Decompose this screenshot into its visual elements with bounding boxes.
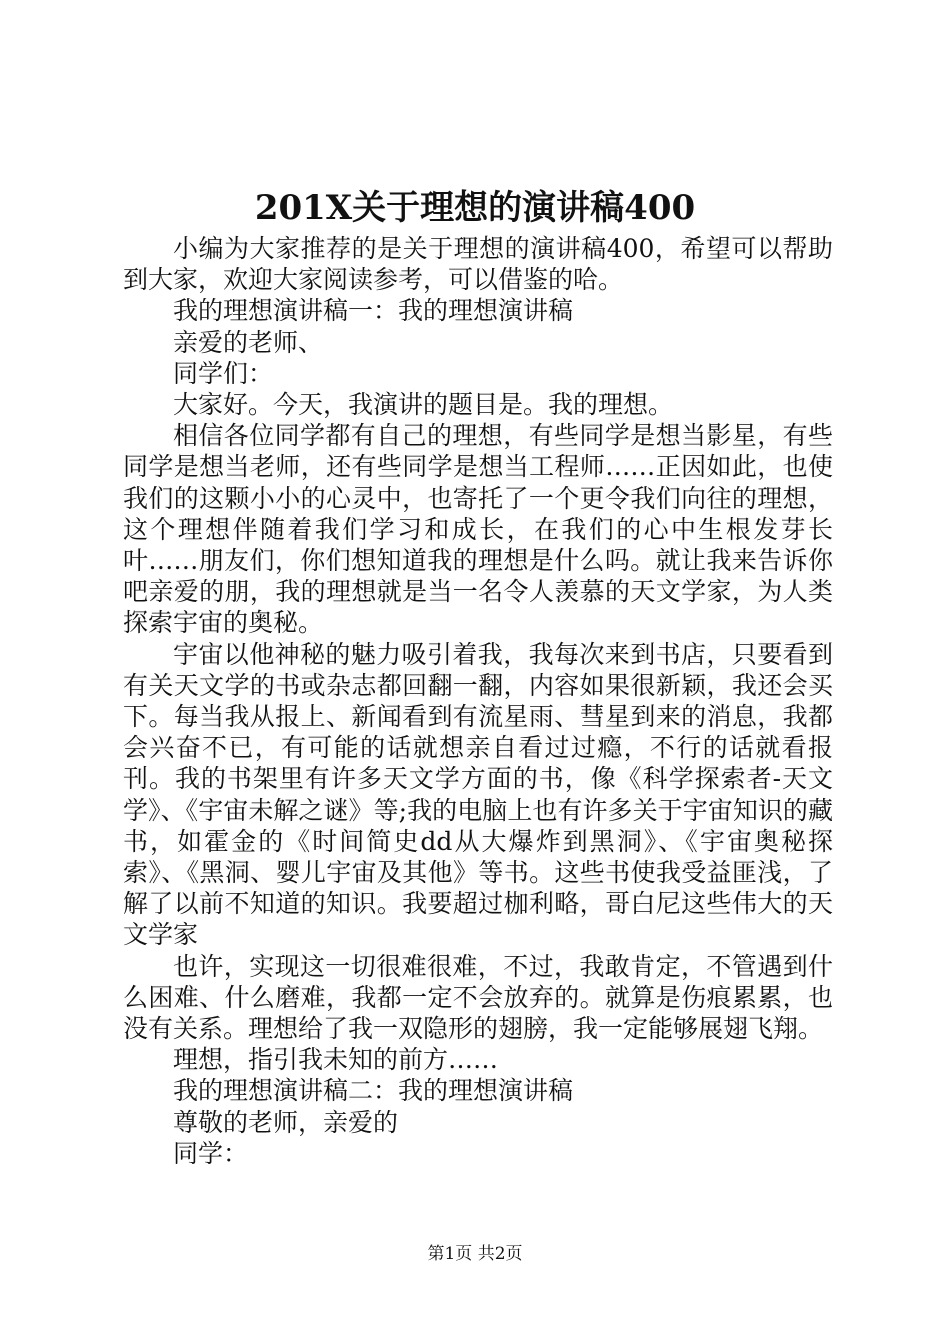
paragraph-closing: 理想，指引我未知的前方…… <box>173 1045 499 1075</box>
paragraph-salutation-teachers: 亲爱的老师、 <box>173 327 324 357</box>
paragraph-greeting: 大家好。今天，我演讲的题目是。我的理想。 <box>173 390 674 420</box>
paragraph-body-3: 也许，实现这一切很难很难，不过，我敢肯定，不管遇到什么困难、什么磨难，我都一定不会放弃的。就算是伤痕累累，也没有关系。理想给了我一双隐形的翅膀，我一定能够展翅飞翔。 <box>123 951 833 1044</box>
page-footer: 第1页 共2页 <box>427 1244 523 1264</box>
document-title: 201X关于理想的演讲稿400 <box>254 188 696 228</box>
paragraph-salutation-2: 尊敬的老师，亲爱的 <box>173 1107 399 1137</box>
paragraph-speech-two-heading: 我的理想演讲稿二：我的理想演讲稿 <box>173 1076 574 1106</box>
paragraph-body-1: 相信各位同学都有自己的理想，有些同学是想当影星，有些同学是想当老师，还有些同学是想当工程师……正因如此，也使我们的这颗小小的心灵中，也寄托了一个更令我们向往的理想，这个理想伴随着我们学习和成长，在我们的心中生根发芽长叶……朋友们，你们想知道我的理想是什么吗。就让我来告诉你吧亲爱的朋，我的理想就是当一名令人羡慕的天文学家，为人类探索宇宙的奥秘。 <box>123 421 833 638</box>
paragraph-speech-one-heading: 我的理想演讲稿一：我的理想演讲稿 <box>173 296 574 326</box>
paragraph-intro: 小编为大家推荐的是关于理想的演讲稿400，希望可以帮助到大家，欢迎大家阅读参考，可以借鉴的哈。 <box>123 234 833 295</box>
paragraph-salutation-classmates: 同学们： <box>173 358 274 388</box>
paragraph-salutation-3: 同学： <box>173 1138 249 1168</box>
document-body <box>123 233 833 1169</box>
paragraph-body-2: 宇宙以他神秘的魅力吸引着我，我每次来到书店，只要看到有关天文学的书或杂志都回翻一翻，内容如果很新颖，我还会买下。每当我从报上、新闻看到有流星雨、彗星到来的消息，我都会兴奋不已，有可能的话就想亲自看过过瘾，不行的话就看报刊。我的书架里有许多天文学方面的书，像《科学探索者-天文学》、《宇宙未解之谜》等;我的电脑上也有许多关于宇宙知识的藏书，如霍金的《时间简史dd从大爆炸到黑洞》、《宇宙奥秘探索》、《黑洞、婴儿宇宙及其他》等书。这些书使我受益匪浅，了解了以前不知道的知识。我要超过枷利略，哥白尼这些伟大的天文学家 <box>123 639 833 950</box>
